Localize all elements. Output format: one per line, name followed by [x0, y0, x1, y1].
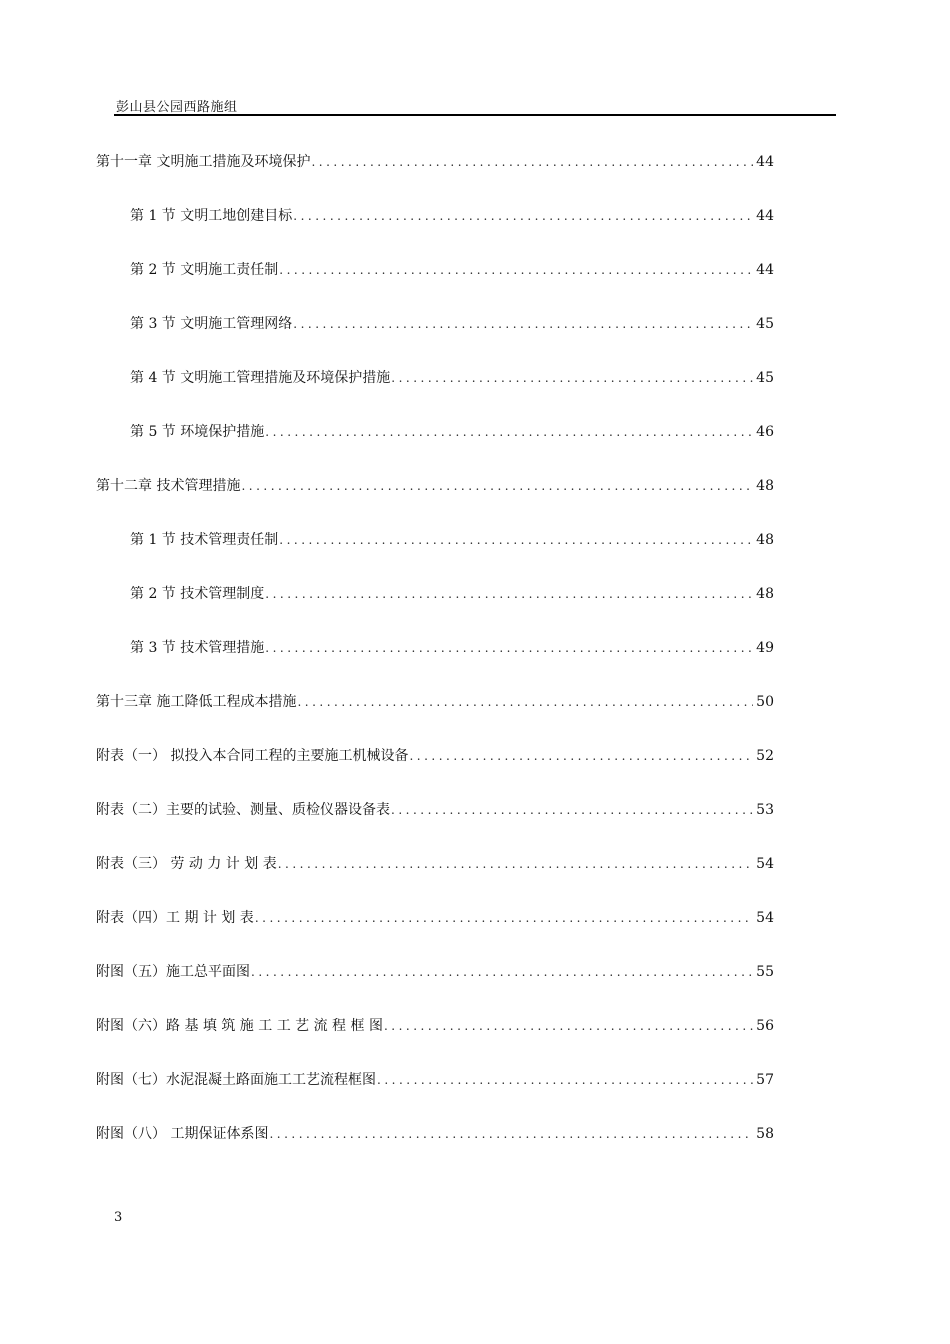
toc-leader-dots [250, 960, 753, 984]
toc-entry[interactable] [96, 744, 774, 798]
toc-entry[interactable] [96, 1014, 774, 1068]
toc-entry-page: 57 [756, 1072, 774, 1088]
toc-entry-page: 46 [756, 424, 774, 440]
toc-leader-dots [292, 204, 753, 228]
toc-entry-title: 附图（八） 工期保证体系图 [96, 1126, 269, 1142]
toc-entry-title: 第 1 节 文明工地创建目标 [130, 208, 293, 224]
toc-entry[interactable] [96, 474, 774, 528]
header-title: 彭山县公园西路施组 [116, 100, 238, 115]
toc-entry[interactable] [96, 690, 774, 744]
toc-entry[interactable] [96, 960, 774, 1014]
toc-entry-title: 附表（一） 拟投入本合同工程的主要施工机械设备 [96, 748, 409, 764]
toc-entry-title: 第 4 节 文明施工管理措施及环境保护措施 [130, 370, 391, 386]
toc-entry[interactable] [96, 906, 774, 960]
toc-entry-title: 第 3 节 文明施工管理网络 [130, 316, 293, 332]
toc-entry-page: 49 [756, 640, 774, 656]
toc-leader-dots [390, 798, 753, 822]
toc-leader-dots [376, 1068, 753, 1092]
toc-leader-dots [278, 528, 753, 552]
toc-entry[interactable] [96, 582, 774, 636]
toc-entry-page: 44 [756, 154, 774, 170]
toc-entry[interactable] [96, 1122, 774, 1176]
toc-leader-dots [240, 474, 753, 498]
toc-entry[interactable] [96, 636, 774, 690]
toc-leader-dots [383, 1014, 753, 1038]
page-header [114, 94, 836, 116]
table-of-contents [96, 150, 774, 1176]
toc-entry-title: 第十三章 施工降低工程成本措施 [96, 694, 297, 710]
toc-entry[interactable] [96, 312, 774, 366]
toc-entry-page: 54 [756, 910, 774, 926]
toc-entry-page: 48 [756, 478, 774, 494]
toc-leader-dots [264, 636, 753, 660]
toc-entry-page: 55 [756, 964, 774, 980]
toc-leader-dots [310, 150, 753, 174]
toc-entry[interactable] [96, 852, 774, 906]
toc-leader-dots [296, 690, 753, 714]
toc-entry-page: 44 [756, 208, 774, 224]
toc-entry-title: 第 5 节 环境保护措施 [130, 424, 265, 440]
toc-entry-page: 53 [756, 802, 774, 818]
toc-entry-page: 56 [756, 1018, 774, 1034]
toc-entry[interactable] [96, 366, 774, 420]
toc-entry-page: 45 [756, 316, 774, 332]
toc-entry-title: 第十二章 技术管理措施 [96, 478, 241, 494]
toc-entry[interactable] [96, 528, 774, 582]
toc-entry-page: 54 [756, 856, 774, 872]
toc-entry-title: 附图（七）水泥混凝土路面施工工艺流程框图 [96, 1072, 376, 1088]
toc-leader-dots [278, 258, 753, 282]
toc-entry-title: 第 3 节 技术管理措施 [130, 640, 265, 656]
toc-entry-title: 附图（六）路 基 填 筑 施 工 工 艺 流 程 框 图 [96, 1018, 383, 1034]
toc-leader-dots [408, 744, 753, 768]
toc-entry[interactable] [96, 420, 774, 474]
toc-entry-title: 附表（四）工 期 计 划 表 [96, 910, 254, 926]
toc-leader-dots [254, 906, 753, 930]
toc-entry-title: 第十一章 文明施工措施及环境保护 [96, 154, 311, 170]
toc-entry[interactable] [96, 258, 774, 312]
footer-page-number: 3 [114, 1210, 123, 1225]
toc-leader-dots [268, 1122, 753, 1146]
toc-entry-title: 第 2 节 文明施工责任制 [130, 262, 279, 278]
toc-entry-page: 58 [756, 1126, 774, 1142]
toc-entry-page: 50 [756, 694, 774, 710]
toc-entry-title: 附表（三） 劳 动 力 计 划 表 [96, 856, 277, 872]
toc-entry[interactable] [96, 150, 774, 204]
toc-entry-page: 48 [756, 532, 774, 548]
toc-leader-dots [390, 366, 753, 390]
toc-entry[interactable] [96, 798, 774, 852]
toc-entry-title: 附表（二）主要的试验、测量、质检仪器设备表 [96, 802, 390, 818]
toc-entry-page: 48 [756, 586, 774, 602]
toc-leader-dots [277, 852, 753, 876]
toc-leader-dots [264, 420, 753, 444]
toc-leader-dots [292, 312, 753, 336]
toc-entry-title: 第 2 节 技术管理制度 [130, 586, 265, 602]
toc-entry[interactable] [96, 204, 774, 258]
toc-entry-page: 45 [756, 370, 774, 386]
toc-entry[interactable] [96, 1068, 774, 1122]
toc-entry-page: 52 [756, 748, 774, 764]
toc-entry-page: 44 [756, 262, 774, 278]
toc-entry-title: 第 1 节 技术管理责任制 [130, 532, 279, 548]
toc-entry-title: 附图（五）施工总平面图 [96, 964, 250, 980]
toc-leader-dots [264, 582, 753, 606]
